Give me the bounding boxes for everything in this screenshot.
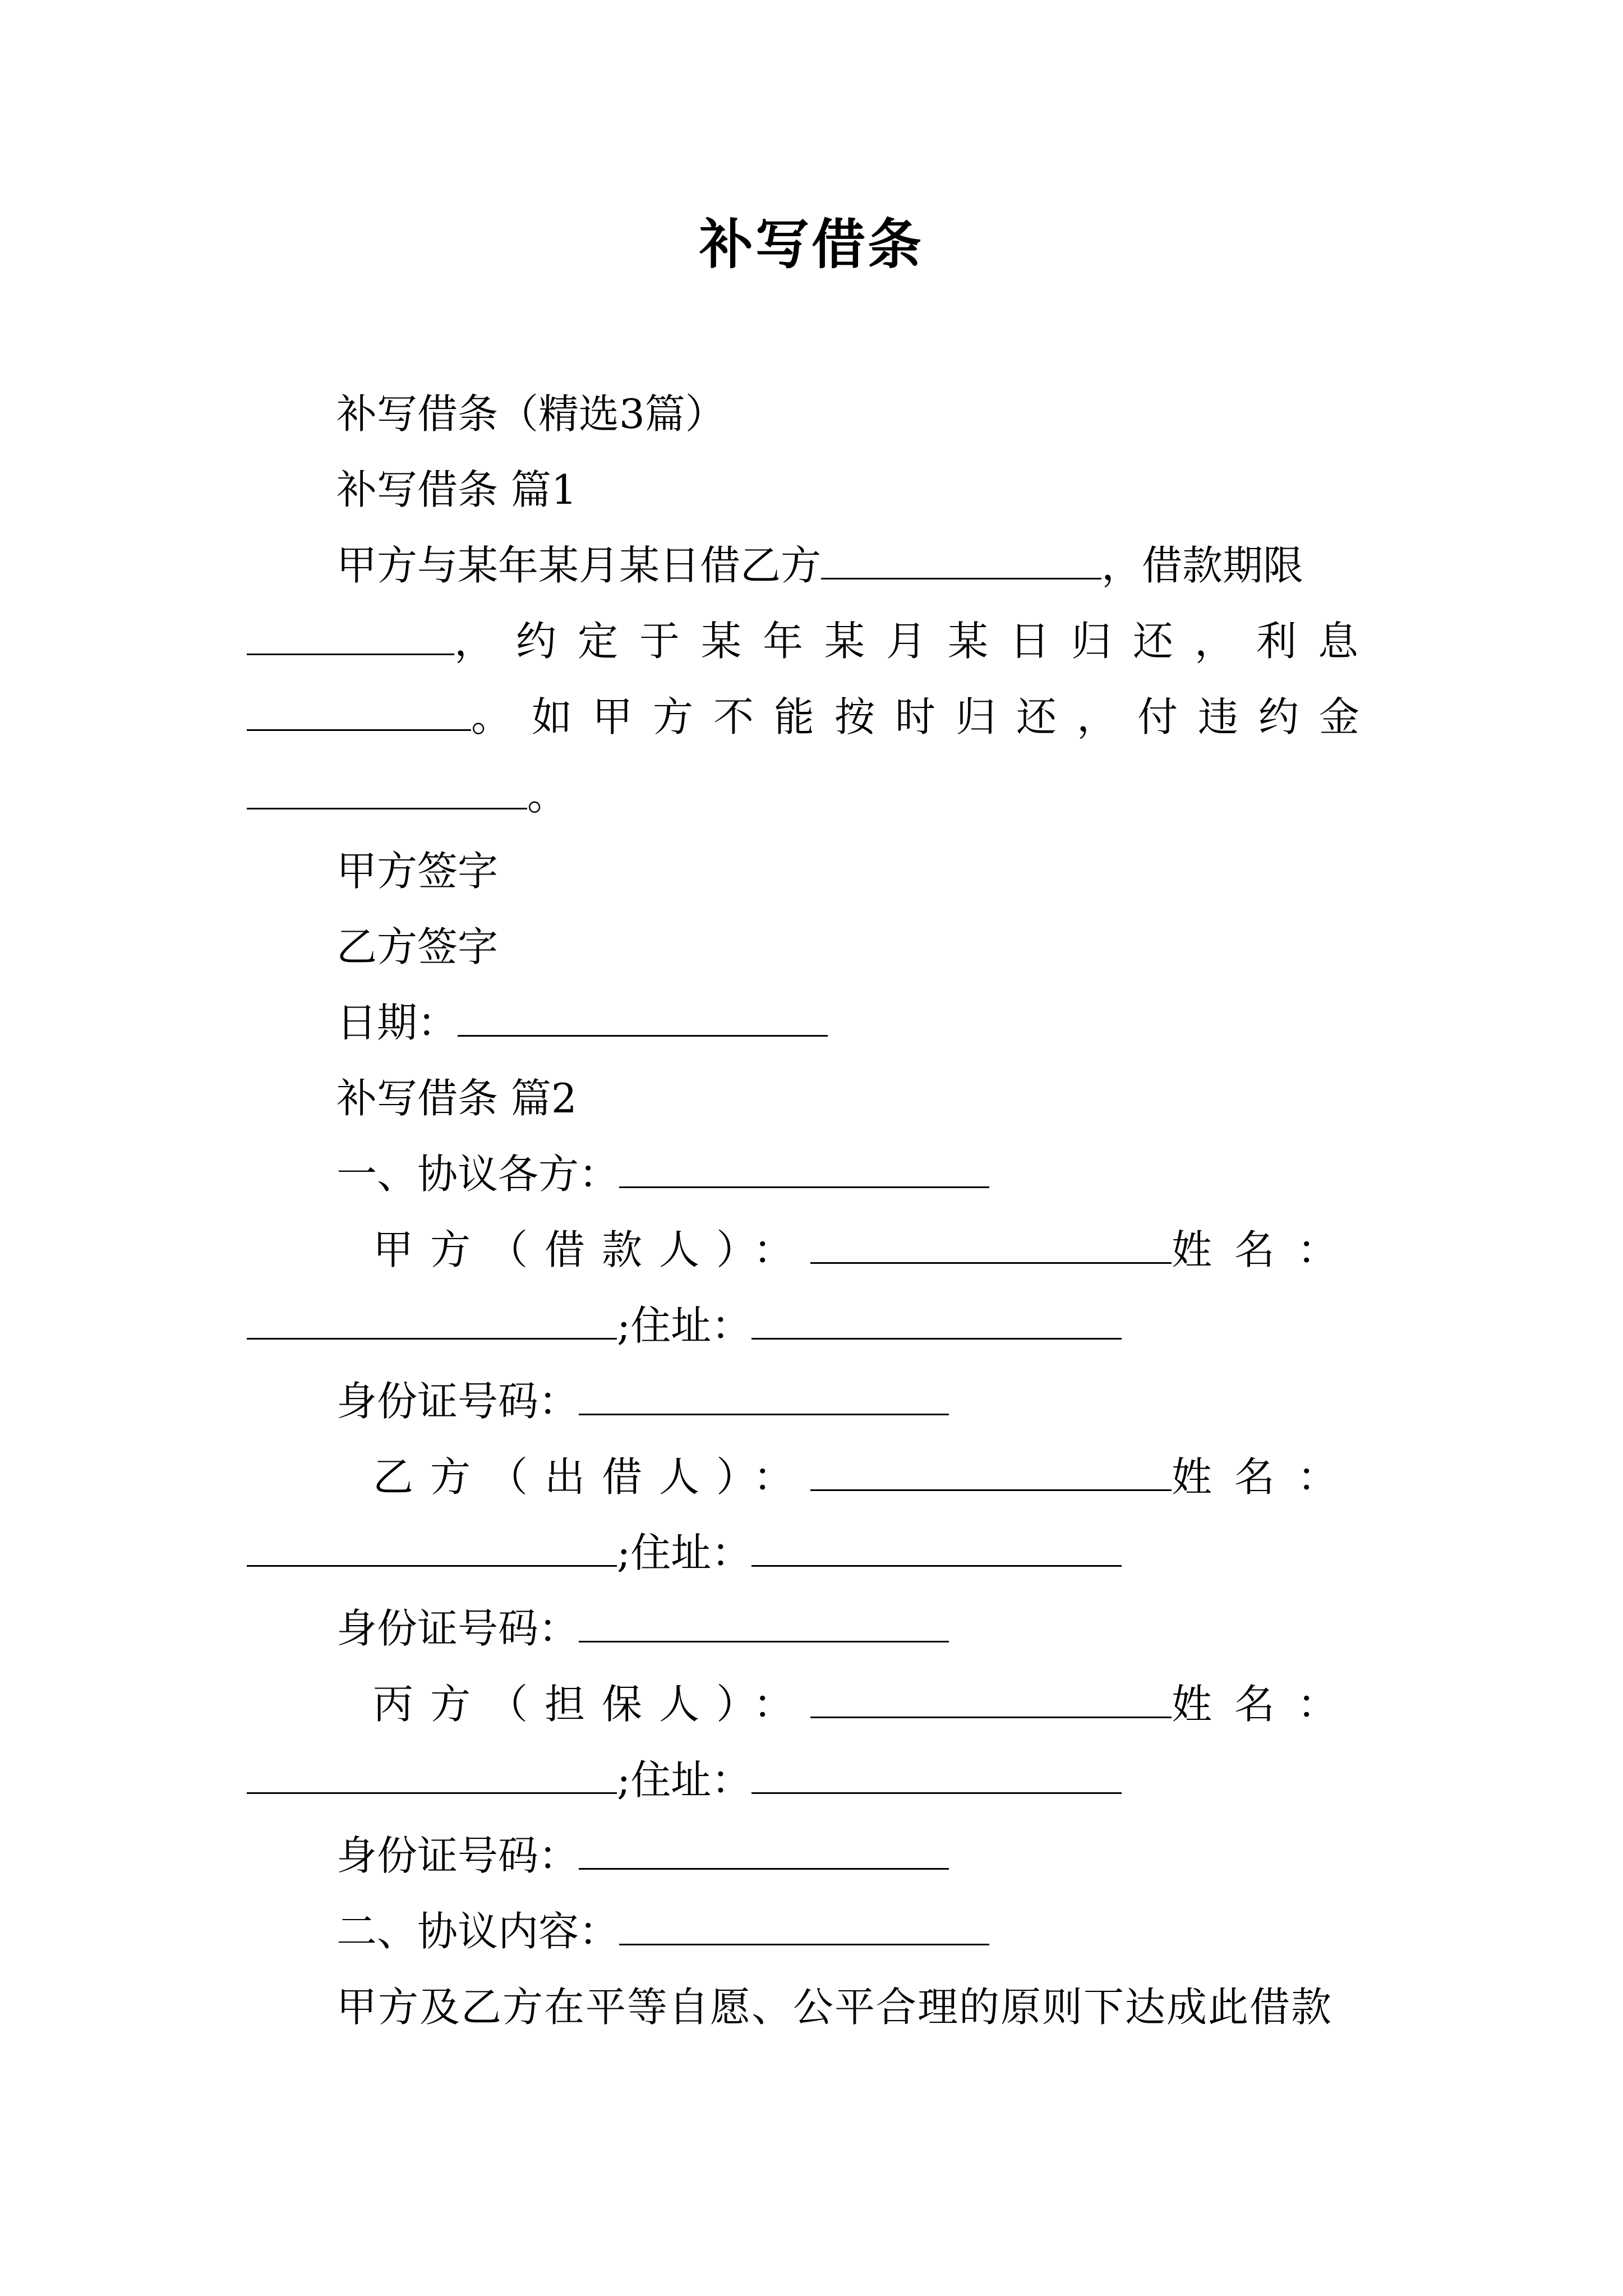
- section1-heading: 补写借条 篇1: [336, 466, 577, 513]
- subtitle: 补写借条（精选3篇）: [336, 390, 726, 438]
- blank-party-b-address: [751, 1526, 1122, 1567]
- blank-party-a-address: [751, 1299, 1122, 1340]
- parties-line: 一、协议各方：: [336, 1147, 989, 1201]
- content-paragraph: 甲方及乙方在平等自愿、公平合理的原则下达成此借款: [336, 1984, 1333, 2031]
- content-line: 二、协议内容：: [336, 1904, 989, 1958]
- blank-party-c: [810, 1677, 1172, 1718]
- party-a-address-line: ;住址：: [247, 1299, 1122, 1352]
- blank-content: [619, 1904, 989, 1945]
- party-b-line: 乙方（出借人）： 姓名：: [373, 1450, 1360, 1504]
- party-a-line: 甲方（借款人）： 姓名：: [373, 1223, 1360, 1277]
- party-c-id-line: 身份证号码：: [336, 1829, 949, 1883]
- blank-party-c-address: [751, 1753, 1122, 1794]
- section2-heading: 补写借条 篇2: [336, 1075, 577, 1122]
- blank-party-b-name: [247, 1526, 617, 1567]
- party-c-address-line: ;住址：: [247, 1753, 1122, 1807]
- blank-party-b-id: [579, 1602, 949, 1642]
- date-line: 日期：: [336, 996, 828, 1050]
- blank-parties: [619, 1147, 989, 1188]
- blank-amount: [821, 539, 1101, 579]
- blank-date: [458, 996, 828, 1037]
- blank-interest: [247, 690, 471, 731]
- section1-paragraph-line2: ，约定于某年某月某日归还，利息: [247, 614, 1380, 668]
- party-b-address-line: ;住址：: [247, 1526, 1122, 1580]
- blank-party-b: [810, 1450, 1172, 1491]
- party-c-line: 丙方（担保人）： 姓名：: [373, 1677, 1360, 1731]
- party-a-id-line: 身份证号码：: [336, 1374, 949, 1428]
- section1-paragraph-line3: 。如甲方不能按时归还，付违约金: [247, 690, 1380, 744]
- blank-party-a-name: [247, 1299, 617, 1340]
- party-b-id-line: 身份证号码：: [336, 1602, 949, 1655]
- document-title: 补写借条: [699, 213, 924, 276]
- blank-party-c-name: [247, 1753, 617, 1794]
- blank-party-a-id: [579, 1374, 949, 1415]
- party-b-signature-label: 乙方签字: [336, 923, 499, 970]
- section1-paragraph-line4: 。: [247, 769, 568, 822]
- blank-party-c-id: [579, 1829, 949, 1870]
- section1-paragraph-line1: 甲方与某年某月某日借乙方 ，借款期限: [336, 539, 1380, 592]
- party-a-signature-label: 甲方签字: [336, 848, 499, 895]
- blank-party-a: [810, 1223, 1172, 1264]
- blank-term: [247, 614, 454, 655]
- blank-penalty: [247, 769, 527, 809]
